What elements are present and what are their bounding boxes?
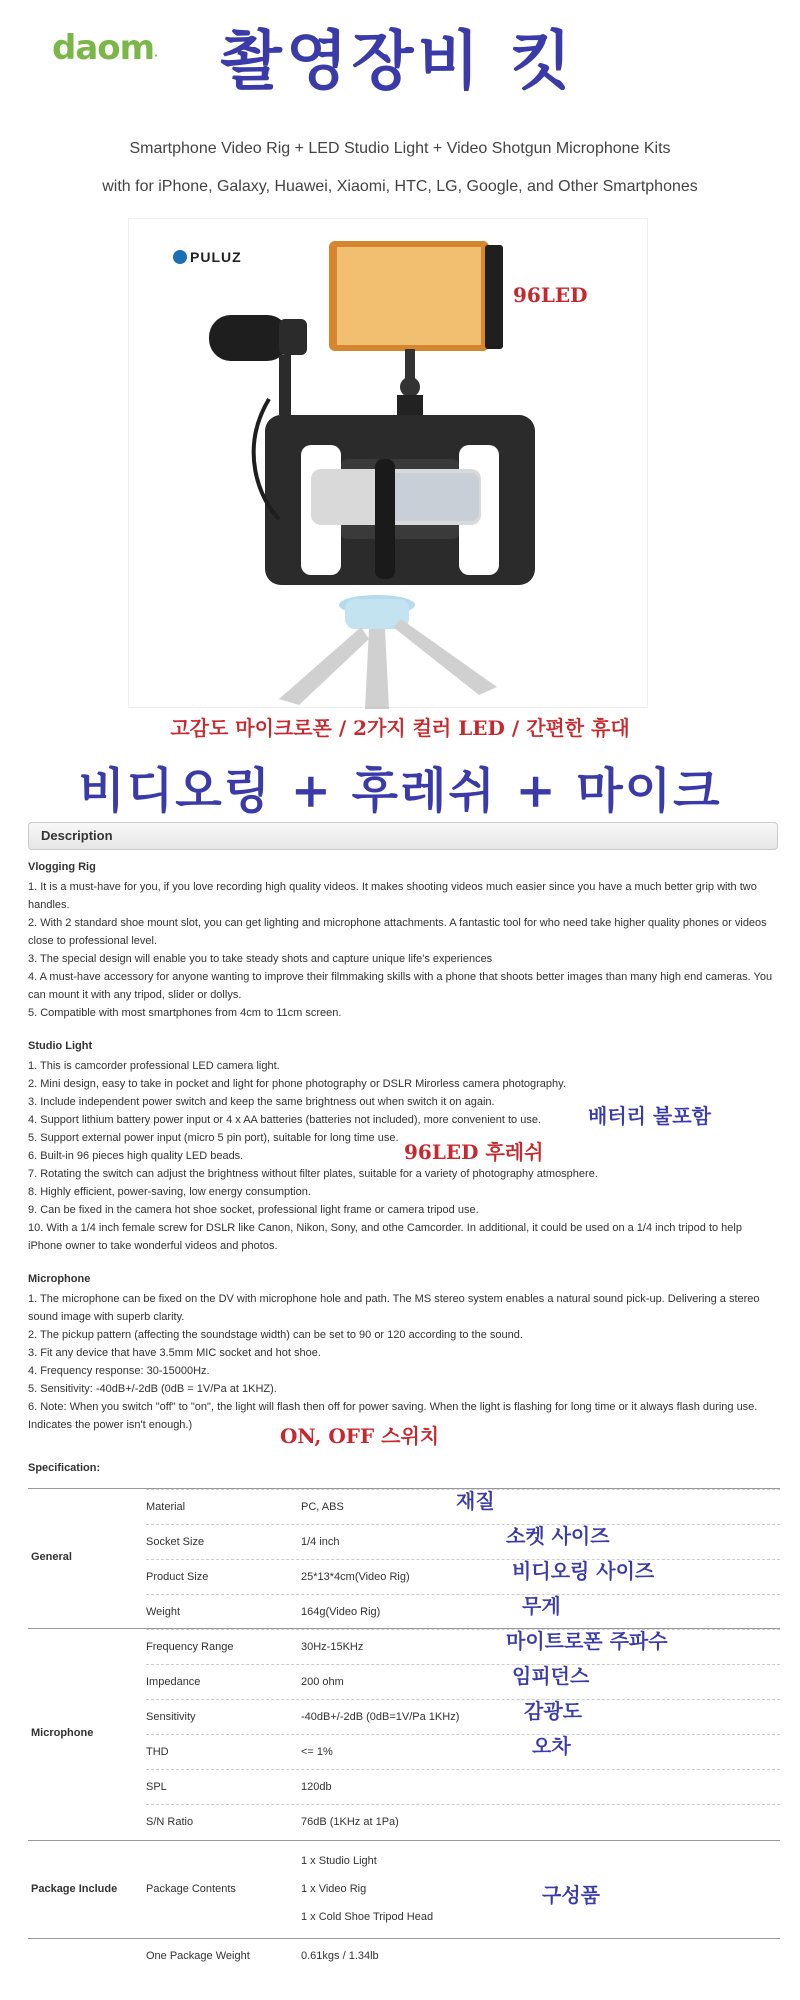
list-item: 3. The special design will enable you to take steady shots and capture unique life's experiences <box>28 953 493 965</box>
table-row: Frequency Range 30Hz-15KHz <box>146 1629 780 1664</box>
package-contents-key: Package Contents <box>146 1883 236 1895</box>
table-row: Material PC, ABS <box>146 1489 780 1524</box>
list-item: 1 x Studio Light <box>301 1855 377 1867</box>
rig-frame-icon <box>265 415 535 585</box>
list-item: 1. The microphone can be fixed on the DV with microphone hole and path. The MS stereo system enables a natural sound pick-up. Delivering a stereo sound image with superb clarity. <box>28 1293 760 1323</box>
spec-note: 감광도 <box>524 1699 582 1723</box>
product-subtitle-line1: Smartphone Video Rig + LED Studio Light + Video Shotgun Microphone Kits <box>129 140 671 157</box>
list-item: 5. Support external power input (micro 5 pin port), suitable for long time use. <box>28 1132 399 1144</box>
table-row: Product Size 25*13*4cm(Video Rig) <box>146 1559 780 1594</box>
vlogging-section <box>28 858 778 1022</box>
spec-note: 비디오링 사이즈 <box>512 1559 655 1583</box>
list-item: 6. Built-in 96 pieces high quality LED beads. <box>28 1150 244 1162</box>
spec-note: 마이트로폰 주파수 <box>506 1629 668 1653</box>
switch-note: ON, OFF 스위치 <box>280 1424 440 1448</box>
tripod-icon <box>279 595 497 709</box>
spec-note: 무게 <box>522 1594 561 1618</box>
list-item: 1. It is a must-have for you, if you love recording high quality videos. It makes shooting videos much easier since you have a much better grip with two handles. <box>28 881 757 911</box>
table-row: S/N Ratio 76dB (1KHz at 1Pa) <box>146 1804 780 1839</box>
list-item: 10. With a 1/4 inch female screw for DSLR like Canon, Nikon, Sony, and othe Camcorder. In additional, it could be used on a 1/4 inch tripod to help iPhone owner to take wonderful videos and photos. <box>28 1222 742 1252</box>
description-header: Description <box>28 822 778 850</box>
table-row: One Package Weight 0.61kgs / 1.34lb <box>146 1950 379 1962</box>
table-row: Sensitivity -40dB+/-2dB (0dB=1V/Pa 1KHz) <box>146 1699 780 1734</box>
specification-title: Specification: <box>28 1462 101 1474</box>
list-item: 9. Can be fixed in the camera hot shoe socket, professional light frame or camera tripod use. <box>28 1204 479 1216</box>
spec-group-general <box>28 1488 780 1628</box>
spec-note: 오차 <box>532 1734 571 1758</box>
microphone-title: Microphone <box>28 1273 91 1285</box>
list-item: 3. Fit any device that have 3.5mm MIC socket and hot shoe. <box>28 1347 321 1359</box>
spec-group-weight <box>28 1938 780 1978</box>
brand-logo: PULUZ <box>173 249 242 265</box>
table-row: THD <= 1% <box>146 1734 780 1769</box>
led-panel-icon <box>329 241 503 415</box>
list-item: 1 x Video Rig <box>301 1883 367 1895</box>
kit-caption: 비디오링 + 후레쉬 + 마이크 <box>78 763 722 819</box>
list-item: 1 x Cold Shoe Tripod Head <box>301 1911 434 1923</box>
group-label: General <box>31 1551 72 1563</box>
list-item: 8. Highly efficient, power-saving, low energy consumption. <box>28 1186 311 1198</box>
page-title: 촬영장비 킷 <box>220 24 576 99</box>
studio-light-section <box>28 1037 778 1255</box>
list-item: 2. With 2 standard shoe mount slot, you can get lighting and microphone attachments. A fantastic tool for who need take higher quality phones or videos close to professional level. <box>28 917 767 947</box>
spec-group-microphone <box>28 1628 780 1840</box>
battery-note: 배터리 불포함 <box>588 1104 711 1128</box>
group-label: Package Include <box>31 1883 118 1895</box>
studio-light-title: Studio Light <box>28 1040 93 1052</box>
list-item: 4. A must-have accessory for anyone wanting to improve their filmmaking skills with a phone that shoots better images than many high end cameras. You can mount it with any tripod, slider or dollys. <box>28 971 773 1001</box>
spec-note: 소켓 사이즈 <box>506 1524 610 1548</box>
list-item: 4. Frequency response: 30-15000Hz. <box>28 1365 210 1377</box>
spec-note: 구성품 <box>542 1883 600 1907</box>
spec-group-package <box>28 1840 780 1938</box>
table-row: SPL 120db <box>146 1769 780 1804</box>
led-flash-note: 96LED 후레쉬 <box>404 1140 544 1164</box>
group-label: Microphone <box>31 1727 94 1739</box>
list-item: 2. Mini design, easy to take in pocket and light for phone photography or DSLR Mirorless camera photography. <box>28 1078 566 1090</box>
list-item: 1. This is camcorder professional LED camera light. <box>28 1060 280 1072</box>
table-row: Impedance 200 ohm <box>146 1664 780 1699</box>
list-item: 5. Compatible with most smartphones from 4cm to 11cm screen. <box>28 1007 342 1019</box>
feature-caption: 고감도 마이크로폰 / 2가지 컬러 LED / 간편한 휴대 <box>170 716 630 740</box>
list-item: 5. Sensitivity: -40dB+/-2dB (0dB = 1V/Pa at 1KHZ). <box>28 1383 277 1395</box>
daom-logo: daom· <box>52 28 157 68</box>
vlogging-title: Vlogging Rig <box>28 861 96 873</box>
table-row: Weight 164g(Video Rig) <box>146 1594 780 1629</box>
led-label: 96LED <box>513 283 588 307</box>
spec-note: 재질 <box>456 1489 495 1513</box>
spec-note: 임피던스 <box>512 1664 590 1688</box>
list-item: 2. The pickup pattern (affecting the soundstage width) can be set to 90 or 120 according to the sound. <box>28 1329 523 1341</box>
product-image <box>128 218 648 708</box>
video-rig-illustration <box>129 219 649 709</box>
list-item: 4. Support lithium battery power input or 4 x AA batteries (batteries not included), more convenient to use. <box>28 1114 542 1126</box>
table-row: Socket Size 1/4 inch <box>146 1524 780 1559</box>
product-subtitle-line2: with for iPhone, Galaxy, Huawei, Xiaomi, HTC, LG, Google, and Other Smartphones <box>102 178 698 195</box>
microphone-section <box>28 1270 778 1434</box>
list-item: 7. Rotating the switch can adjust the brightness without filter plates, suitable for a variety of photography atmosphere. <box>28 1168 598 1180</box>
list-item: 3. Include independent power switch and keep the same brightness out when switch it on again. <box>28 1096 495 1108</box>
list-item: 6. Note: When you switch "off" to "on", the light will flash then off for power saving. When the light is flashing for long time or it always flash during use. Indicates the power isn't enough.) <box>28 1401 758 1431</box>
